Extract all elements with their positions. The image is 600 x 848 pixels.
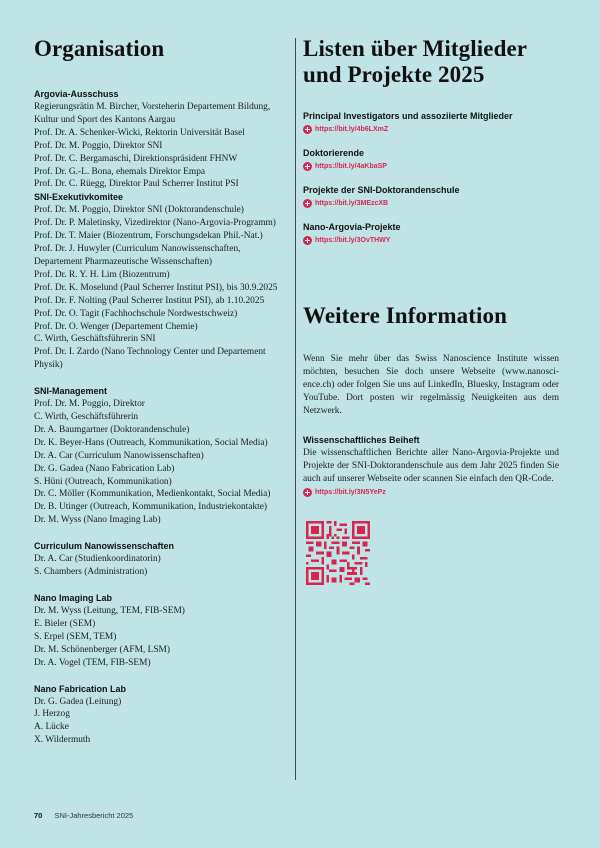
org-group-title: SNI-Exekutivkomitee (34, 192, 124, 203)
org-member-line: Prof. Dr. R. Y. H. Lim (Biozentrum) (34, 269, 170, 280)
org-member-line: Prof. Dr. T. Maier (Biozentrum, Forschungsdekan Phil.-Nat.) (34, 231, 263, 242)
link-group-title: Nano-Argovia-Projekte (303, 222, 401, 232)
org-member-line: Dr. A. Vogel (TEM, FIB-SEM) (34, 657, 151, 668)
org-group-title: Nano Fabrication Lab (34, 683, 127, 694)
organisation-column (34, 36, 290, 747)
beiheft-text: Die wissenschaftlichen Berichte aller Nano-Argovia-Projekte und Projekte der SNI-Doktorandenschule aus dem Jahr 2025 finden Sie auch auf unserer Webseite oder scannen Sie einfach den QR-Code. (303, 448, 559, 484)
pis-link[interactable]: https://bit.ly/4b6LXmZ (315, 126, 389, 133)
org-member-line: Dr. B. Utinger (Outreach, Kommunikation, Industriekontakte) (34, 502, 268, 513)
org-member-line: Dr. M. Wyss (Nano Imaging Lab) (34, 515, 161, 526)
column-divider (295, 38, 296, 780)
org-member-line: Prof. Dr. C. Rüegg, Direktor Paul Scherrer Institut PSI (34, 179, 239, 190)
plus-circle-icon (303, 162, 312, 171)
org-member-line: Physik) (34, 360, 63, 371)
org-member-line: C. Wirth, Geschäftsführerin SNI (34, 334, 156, 345)
doktorierende-link[interactable]: https://bit.ly/4aKbaSP (315, 163, 387, 170)
org-member-line: Dr. M. Wyss (Leitung, TEM, FIB-SEM) (34, 606, 185, 616)
org-member-line: C. Wirth, Geschäftsführerin (34, 412, 139, 423)
org-group-title: SNI-Management (34, 386, 108, 397)
org-member-line: X. Wildermuth (34, 735, 91, 746)
org-group-title: Argovia-Ausschuss (34, 89, 119, 99)
doktorandenschule-link[interactable]: https://bit.ly/3MEzcXB (315, 200, 389, 207)
org-member-line: S. Erpel (SEM, TEM) (34, 631, 117, 642)
org-member-line: Prof. Dr. M. Poggio, Direktor SNI (34, 140, 163, 151)
org-member-line: Dr. A. Baumgartner (Doktorandenschule) (34, 424, 190, 435)
lists-column (303, 36, 560, 258)
org-group (34, 592, 290, 670)
org-member-line: Dr. K. Beyer-Hans (Outreach, Kommunikation, Social Media) (34, 437, 268, 448)
org-group (34, 88, 290, 191)
qr-code-icon[interactable] (306, 521, 370, 585)
org-group (34, 385, 290, 527)
beiheft-link[interactable]: https://bit.ly/3N5YePz (315, 489, 386, 496)
org-member-line: E. Bieler (SEM) (34, 618, 96, 629)
org-member-line: J. Herzog (34, 709, 70, 720)
link-group-title: Principal Investigators und assoziierte Mitglieder (303, 111, 513, 121)
org-group-title: Nano Imaging Lab (34, 593, 113, 603)
link-group-doktorierende (303, 147, 560, 173)
org-group-title: Curriculum Nanowissenschaften (34, 541, 175, 552)
link-row[interactable] (303, 234, 560, 247)
org-member-line: Dr. M. Schönenberger (AFM, LSM) (34, 644, 171, 655)
organisation-title: Organisation (34, 36, 165, 61)
org-member-line: S. Chambers (Administration) (34, 567, 148, 578)
link-row[interactable] (303, 486, 559, 499)
org-member-line: Prof. Dr. F. Nolting (Paul Scherrer Institut PSI), ab 1.10.2025 (34, 295, 265, 306)
link-group-title: Doktorierende (303, 148, 365, 158)
org-member-line: A. Lücke (34, 722, 69, 733)
page-number: 70 (34, 811, 43, 820)
lists-title-line1: Listen über Mitglieder (303, 36, 528, 61)
org-group (34, 540, 290, 579)
beiheft-section (303, 434, 559, 499)
link-row[interactable] (303, 123, 560, 136)
link-group-nano-argovia (303, 221, 560, 247)
lists-title-line2: und Projekte 2025 (303, 62, 485, 87)
org-member-line: Dr. A. Car (Studienkoordinatorin) (34, 554, 161, 565)
organisation-groups (34, 88, 290, 747)
org-member-line: S. Hüni (Outreach, Kommunikation) (34, 476, 172, 487)
plus-circle-icon (303, 125, 312, 134)
org-member-line: Dr. C. Möller (Kommunikation, Medienkontakt, Social Media) (34, 489, 271, 500)
lists-title (303, 36, 560, 88)
org-member-line: Prof. Dr. O. Wenger (Departement Chemie) (34, 321, 198, 332)
org-group (34, 191, 290, 372)
plus-circle-icon (303, 236, 312, 245)
org-member-line: Prof. Dr. M. Poggio, Direktor (34, 399, 145, 410)
org-member-line: Dr. G. Gadea (Nano Fabrication Lab) (34, 463, 175, 474)
org-member-line: Prof. Dr. I. Zardo (Nano Technology Center und Departement (34, 347, 266, 358)
info-paragraph: Wenn Sie mehr über das Swiss Nanoscience Institute wissen möchten, besuchen Sie doch unsere Webseite (www.nanoscience.ch) oder folgen Sie uns auf LinkedIn, Bluesky, Instagram oder YouTube. Dort posten wir regelmässig Neuigkeiten aus dem Netzwerk. (303, 354, 559, 416)
nano-argovia-link[interactable]: https://bit.ly/3OvTHWY (315, 237, 391, 244)
link-group-pis (303, 110, 560, 136)
info-title: Weitere Information (303, 303, 507, 328)
link-row[interactable] (303, 197, 560, 210)
plus-circle-icon (303, 488, 312, 497)
link-group-title: Projekte der SNI-Doktorandenschule (303, 185, 460, 195)
org-member-line: Prof. Dr. O. Tagit (Fachhochschule Nordwestschweiz) (34, 308, 238, 319)
publication-title: SNI-Jahresbericht 2025 (54, 811, 134, 820)
beiheft-title: Wissenschaftliches Beiheft (303, 435, 420, 445)
org-member-line: Prof. Dr. A. Schenker-Wicki, Rektorin Universität Basel (34, 127, 245, 138)
org-member-line: Prof. Dr. J. Huwyler (Curriculum Nanowissenschaften, (34, 244, 241, 255)
org-member-line: Kultur und Sport des Kantons Aargau (34, 114, 176, 125)
org-member-line: Departement Pharmazeutische Wissenschaften) (34, 256, 213, 267)
org-member-line: Regierungsrätin M. Bircher, Vorsteherin Departement Bildung, (34, 102, 271, 112)
org-member-line: Dr. A. Car (Curriculum Nanowissenschaften) (34, 450, 204, 461)
org-member-line: Prof. Dr. P. Maletinsky, Vizedirektor (Nano-Argovia-Programm) (34, 218, 276, 229)
org-member-line: Prof. Dr. C. Bergamaschi, Direktionspräsident FHNW (34, 153, 238, 164)
lists-links (303, 110, 560, 247)
info-section (303, 303, 559, 499)
page-footer (34, 811, 133, 820)
org-member-line: Prof. Dr. K. Moselund (Paul Scherrer Institut PSI), bis 30.9.2025 (34, 282, 278, 293)
org-group (34, 683, 290, 748)
link-row[interactable] (303, 160, 560, 173)
org-member-line: Dr. G. Gadea (Leitung) (34, 696, 122, 707)
org-member-line: Prof. Dr. M. Poggio, Direktor SNI (Doktorandenschule) (34, 205, 244, 216)
plus-circle-icon (303, 199, 312, 208)
link-group-doktorandenschule (303, 184, 560, 210)
org-member-line: Prof. Dr. G.-L. Bona, ehemals Direktor Empa (34, 166, 206, 177)
